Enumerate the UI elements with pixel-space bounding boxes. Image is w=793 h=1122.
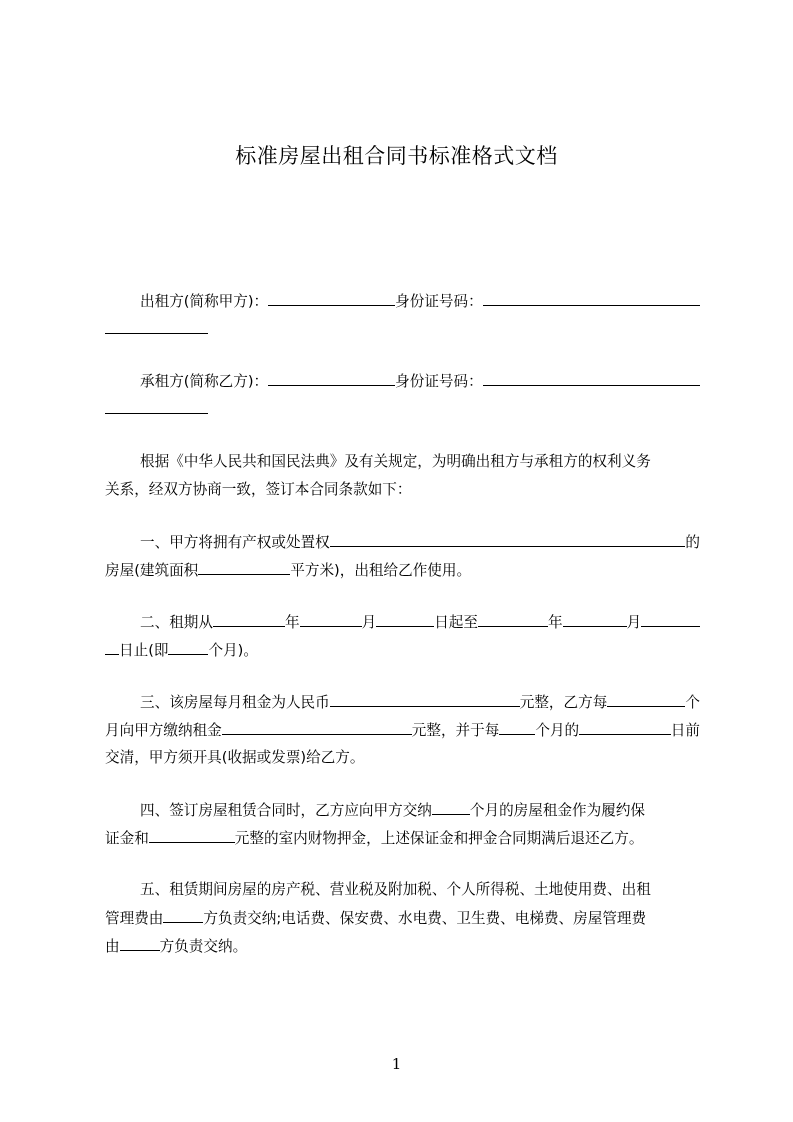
clause-1-text-c: 房屋(建筑面积 (105, 562, 199, 579)
clause-5-text-a: 管理费由 (105, 910, 164, 927)
interval-months-blank (499, 716, 535, 735)
clause-2-text-e: 年 (548, 614, 563, 631)
lessee-id-blank-cont (105, 395, 208, 414)
lessor-id-label: 身份证号码： (395, 293, 483, 310)
lessor-id-blank-cont (105, 315, 208, 334)
lessor-label: 出租方(简称甲方)： (140, 293, 269, 310)
preamble (105, 448, 700, 504)
lessee-name-blank (268, 367, 395, 386)
clause-3-text-b: 元整，乙方每 (519, 694, 608, 711)
term-months-blank (168, 636, 208, 655)
clause-2-text-c: 月 (361, 614, 377, 631)
area-blank (198, 556, 290, 575)
property-deposit-blank (149, 824, 235, 843)
lessor-section (105, 287, 700, 343)
start-day-blank (376, 608, 434, 627)
preamble-line-2: 关系，经双方协商一致，签订本合同条款如下： (105, 481, 412, 498)
lessor-id-blank (483, 287, 700, 306)
clause-5-line-1: 五、租赁期间房屋的房产税、营业税及附加税、个人所得税、土地使用费、出租 (140, 881, 651, 898)
clause-3-text-e: 元整，并于每 (411, 722, 500, 739)
clause-2-text-g: 日止(即 (119, 642, 169, 659)
clause-5 (105, 876, 700, 960)
clause-3-text-g: 日前 (670, 722, 700, 739)
document-title: 标准房屋出租合同书标准格式文档 (235, 144, 558, 168)
clause-2 (105, 608, 700, 664)
clause-3 (105, 688, 700, 772)
clause-2-text-h: 个月)。 (208, 642, 258, 659)
clause-5-text-c: 由 (105, 938, 120, 955)
fee-payer-blank (120, 932, 160, 951)
clause-1-text-d: 平方米)，出租给乙作使用。 (290, 562, 472, 579)
clause-2-text-f: 月 (626, 614, 642, 631)
lessee-id-blank (483, 367, 700, 386)
rent-amount-blank (222, 716, 412, 735)
lessor-name-blank (268, 287, 395, 306)
clause-3-line-3: 交清，甲方须开具(收据或发票)给乙方。 (105, 749, 365, 766)
clause-2-text-b: 年 (284, 614, 300, 631)
clause-4-text-c: 证金和 (105, 830, 149, 847)
end-day-blank (641, 608, 700, 627)
lessee-section (105, 367, 700, 423)
clause-1 (105, 528, 700, 584)
clause-3-text-f: 个月的 (535, 722, 580, 739)
tax-payer-blank (163, 904, 203, 923)
end-day-blank-cont (105, 636, 119, 655)
clause-3-text-a: 三、该房屋每月租金为人民币 (140, 694, 330, 711)
clause-1-text-a: 一、甲方将拥有产权或处置权 (140, 534, 330, 551)
end-year-blank (478, 608, 548, 627)
payment-interval-blank (607, 688, 685, 707)
monthly-rent-blank (330, 688, 520, 707)
preamble-line-1: 根据《中华人民共和国民法典》及有关规定，为明确出租方与承租方的权利义务 (140, 453, 651, 470)
clause-3-text-c: 个 (685, 694, 700, 711)
page-number: 1 (391, 1055, 402, 1073)
clause-2-text-d: 日起至 (434, 614, 478, 631)
clause-4-text-b: 个月的房屋租金作为履约保 (469, 802, 646, 819)
deposit-months-blank (432, 796, 470, 815)
start-year-blank (213, 608, 285, 627)
clause-3-text-d: 月向甲方缴纳租金 (105, 722, 222, 739)
property-location-blank (330, 528, 686, 547)
lessee-label: 承租方(简称乙方)： (140, 373, 269, 390)
clause-5-text-b: 方负责交纳;电话费、保安费、水电费、卫生费、电梯费、房屋管理费 (203, 910, 647, 927)
clause-4-text-a: 四、签订房屋租赁合同时，乙方应向甲方交纳 (140, 802, 432, 819)
clause-4-text-d: 元整的室内财物押金，上述保证金和押金合同期满后退还乙方。 (234, 830, 644, 847)
clause-1-text-b: 的 (685, 534, 700, 551)
end-month-blank (563, 608, 627, 627)
clause-2-text-a: 二、租期从 (140, 614, 213, 631)
due-day-blank (579, 716, 671, 735)
lessee-id-label: 身份证号码： (395, 373, 483, 390)
clause-4 (105, 796, 700, 852)
start-month-blank (300, 608, 362, 627)
clause-5-text-d: 方负责交纳。 (159, 938, 248, 955)
